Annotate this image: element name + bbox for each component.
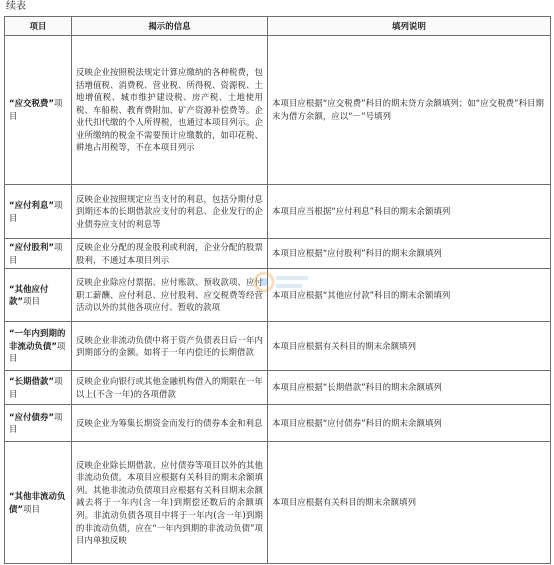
row-note: 本项目应当根据“应付利息”科目的期末余额填列 xyxy=(268,185,551,239)
table-header-row xyxy=(5,17,551,36)
row-info: 反映企业除应付票据、应付账款、预收款项、应付职工薪酬、应付利息、应付股利、应交税费等经营活动以外的其他各项应付、暂收的款项 xyxy=(72,269,268,322)
row-item: “应付股利”项目 xyxy=(5,239,72,269)
row-info: 反映企业按照税法规定计算应缴纳的各种税费，包括增值税、消费税、营业税、所得税、资源税、土地增值税、城市维护建设税、房产税、土地使用税、车船税、教育费附加、矿产资源补偿费等。企业代扣代缴的个人所得税，也通过本项目列示。企业所缴纳的税金不需要预计应缴数的，如印花税、耕地占用税等，不在本项目列示 xyxy=(72,36,268,185)
table-row xyxy=(5,239,551,269)
row-note: 本项目应根据“应付股利”科目的期末余额填列 xyxy=(268,239,551,269)
row-item: “应付利息”项目 xyxy=(5,185,72,239)
row-item: “长期借款”项目 xyxy=(5,371,72,405)
row-info: 反映企业分配的现金股利或利润，企业分配的股票股利，不通过本项目列示 xyxy=(72,239,268,269)
row-item: “应交税费”项目 xyxy=(5,36,72,185)
row-note: 本项目应根据有关科目的期末余额填列 xyxy=(268,442,551,564)
row-item: “一年内到期的非流动负债”项目 xyxy=(5,322,72,371)
table-row xyxy=(5,36,551,185)
table-row xyxy=(5,185,551,239)
table-caption: 续表 xyxy=(6,1,26,12)
watermark-logo xyxy=(252,268,312,296)
table-row xyxy=(5,442,551,564)
table-row xyxy=(5,322,551,371)
header-note: 填列说明 xyxy=(268,17,551,36)
row-note: 本项目应根据“长期借款”科目的期末余额填列 xyxy=(268,371,551,405)
header-info: 揭示的信息 xyxy=(72,17,268,36)
header-item: 项目 xyxy=(5,17,72,36)
row-note: 本项目应根据“应交税费”科目的期末贷方余额填列；如“应交税费”科目期末为借方余额，应以“－”号填列 xyxy=(268,36,551,185)
row-info: 反映企业除长期借款、应付债券等项目以外的其他非流动负债。本项目应根据有关科目的期末余额填列。其他非流动负债项目应根据有关科目期末余额减去将于一年内(含一年)到期偿还数后的余额填列。非流动负债各项目中将于一年内(含一年)到期的非流动负债，应在“一年内到期的非流动负债”项目内单独反映 xyxy=(72,442,268,564)
row-item: “其他非流动负债”项目 xyxy=(5,442,72,564)
table-row xyxy=(5,405,551,442)
row-note: 本项目应根据“应付债券”科目的期末余额填列 xyxy=(268,405,551,442)
row-item: “其他应付款”项目 xyxy=(5,269,72,322)
row-info: 反映企业按照规定应当支付的利息，包括分期付息到期还本的长期借款应支付的利息、企业发行的企业债券应支付的利息等 xyxy=(72,185,268,239)
row-item: “应付债券”项目 xyxy=(5,405,72,442)
row-info: 反映企业非流动负债中将于资产负债表日后一年内到期部分的金额。如将于一年内偿还的长期借款 xyxy=(72,322,268,371)
row-note: 本项目应根据有关科目的期末余额填列 xyxy=(268,322,551,371)
row-note: 本项目应根据“其他应付款”科目的期末余额填列 xyxy=(268,269,551,322)
row-info: 反映企业为筹集长期资金而发行的债券本金和利息 xyxy=(72,405,268,442)
table-row xyxy=(5,371,551,405)
row-info: 反映企业向银行或其他金融机构借入的期限在一年以上(不含一年)的各项借款 xyxy=(72,371,268,405)
